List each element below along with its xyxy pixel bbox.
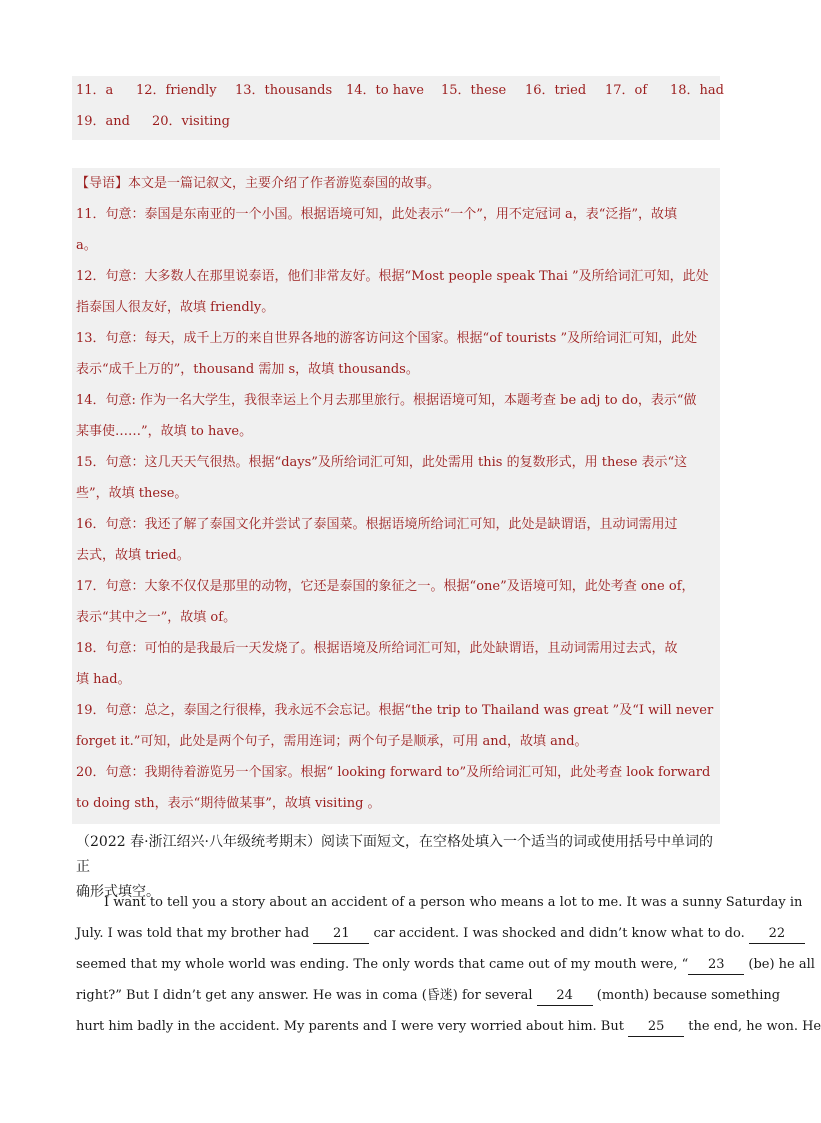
explanation-line: 14．句意: 作为一名大学生，我很幸运上个月去那里旅行。根据语境可知，本题考查 be adj to do，表示“做 [76,393,697,408]
answer-14: 14．to have [346,83,424,98]
question-intro-line: 确形式填空。 [76,884,160,900]
answer-11: 11．a [76,83,114,98]
explanation-line: 20．句意：我期待着游览另一个国家。根据“ looking forward to”及所给词汇可知，此处考查 look forward [76,765,711,780]
answer-15: 15．these [441,83,507,98]
blank-21[interactable]: 21 [313,925,369,944]
passage-line-5: hurt him badly in the accident. My parents and I were very worried about him. But 25 the end, he won. He [76,1011,722,1042]
explanation-line: 19．句意：总之，泰国之行很棒，我永远不会忘记。根据“the trip to Thailand was great ”及“I will never [76,703,714,718]
explanation-intro: 【导语】本文是一篇记叙文，主要介绍了作者游览泰国的故事。 [76,176,441,191]
explanation-line: 17．句意：大象不仅仅是那里的动物，它还是泰国的象征之一。根据“one”及语境可知，此处考查 one of， [76,579,695,594]
answer-20: 20．visiting [152,114,230,129]
answer-17: 17．of [605,83,648,98]
explanation-line: forget it.”可知，此处是两个句子，需用连词；两个句子是顺承，可用 and，故填 and。 [76,734,588,749]
answer-12: 12．friendly [136,83,217,98]
explanation-line: 指泰国人很友好，故填 friendly。 [76,300,275,315]
explanation-line: 些”，故填 these。 [76,486,188,501]
explanation-line: 13．句意：每天，成千上万的来自世界各地的游客访问这个国家。根据“of tourists ”及所给词汇可知，此处 [76,331,698,346]
blank-22[interactable]: 22 [749,925,805,944]
passage-line-4: right?” But I didn’t get any answer. He was in coma (昏迷) for several 24 (month) because something [76,980,722,1011]
blank-23[interactable]: 23 [688,956,744,975]
answer-key [72,76,724,140]
explanation-line: 表示“其中之一”，故填 of。 [76,610,237,625]
explanation-line: 填 had。 [76,672,131,687]
answer-19: 19．and [76,114,130,129]
passage-line-1: I want to tell you a story about an accident of a person who means a lot to me. It was a sunny Saturday in [104,895,803,910]
blank-25[interactable]: 25 [628,1018,684,1037]
explanation-line: 某事使……”，故填 to have。 [76,424,253,439]
explanation-line: 16．句意：我还了解了泰国文化并尝试了泰国菜。根据语境所给词汇可知，此处是缺谓语，且动词需用过 [76,517,678,532]
question-intro-line: （2022 春·浙江绍兴·八年级统考期末）阅读下面短文，在空格处填入一个适当的词或使用括号中单词的正 [76,834,713,875]
explanation-line: 表示“成千上万的”，thousand 需加 s，故填 thousands。 [76,362,419,377]
blank-24[interactable]: 24 [537,987,593,1006]
passage-line-3: seemed that my whole world was ending. The only words that came out of my mouth were, “ 23 (be) he all [76,949,722,980]
answer-18: 18．had [670,83,724,98]
explanation-line: 11．句意：泰国是东南亚的一个小国。根据语境可知，此处表示“一个”，用不定冠词 a，表“泛指”，故填 [76,207,678,222]
explanation-line: to doing sth，表示“期待做某事”，故填 visiting 。 [76,796,381,811]
explanation-block [72,168,720,824]
answer-16: 16．tried [525,83,587,98]
passage-line-2: July. I was told that my brother had 21 car accident. I was shocked and didn’t know what to do. 22 [76,918,722,949]
explanation-line: 去式，故填 tried。 [76,548,190,563]
answer-13: 13．thousands [235,83,333,98]
explanation-line: 18．句意：可怕的是我最后一天发烧了。根据语境及所给词汇可知，此处缺谓语，且动词需用过去式，故 [76,641,678,656]
explanation-line: 15．句意：这几天天气很热。根据“days”及所给词汇可知，此处需用 this 的复数形式，用 these 表示“这 [76,455,688,470]
explanation-line: a。 [76,238,97,253]
explanation-line: 12．句意：大多数人在那里说泰语，他们非常友好。根据“Most people speak Thai ”及所给词汇可知，此处 [76,269,709,284]
